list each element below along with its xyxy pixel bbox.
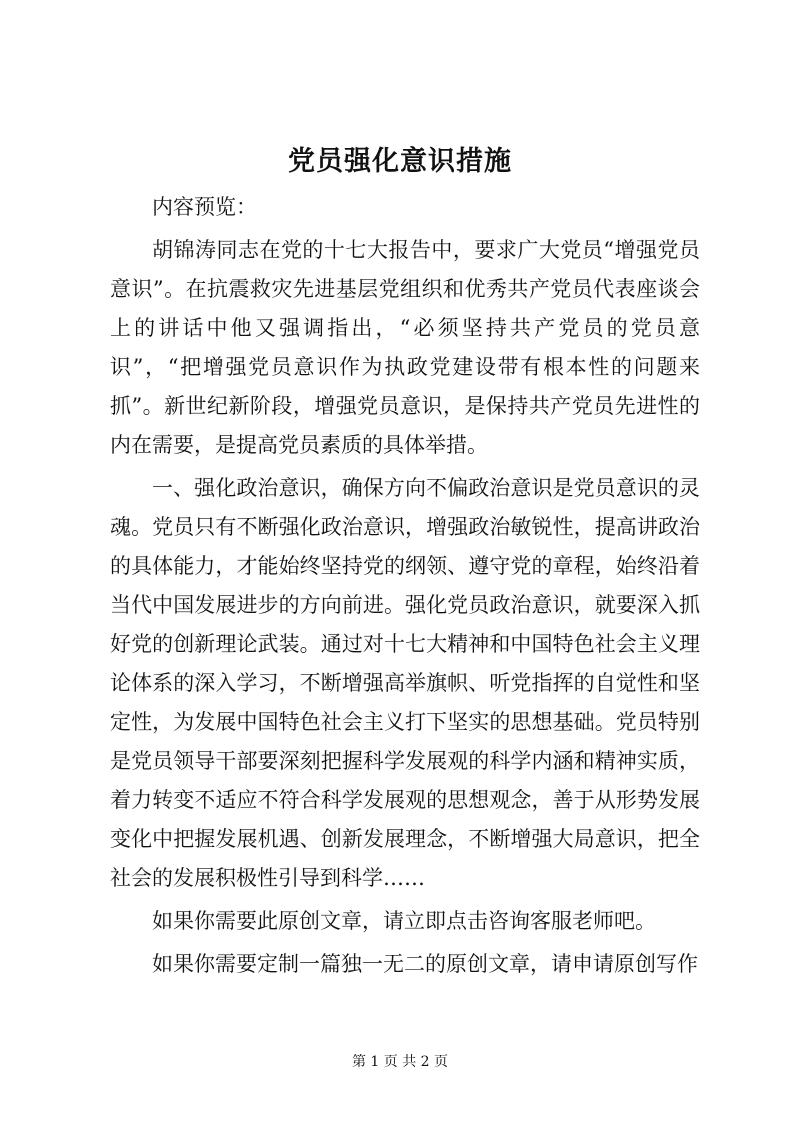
document-body <box>110 188 700 988</box>
paragraph-preview-label: 内容预览： <box>152 195 257 219</box>
paragraph-intro: 胡锦涛同志在党的十七大报告中，要求广大党员“增强党员意识”。在抗震救灾先进基层党组织和优秀共产党员代表座谈会上的讲话中他又强调指出，“必须坚持共产党员的党员意识”，“把增强党员意识作为执政党建设带有根本性的问题来抓”。新世纪新阶段，增强党员意识，是保持共产党员先进性的内在需要，是提高党员素质的具体举措。 <box>110 238 700 457</box>
page-number-footer: 第 1 页 共 2 页 <box>351 1054 449 1070</box>
paragraph-political-awareness: 一、强化政治意识，确保方向不偏政治意识是党员意识的灵魂。党员只有不断强化政治意识，增强政治敏锐性，提高讲政治的具体能力，才能始终坚持党的纲领、遵守党的章程，始终沿着当代中国发展进步的方向前进。强化党员政治意识，就要深入抓好党的创新理论武装。通过对十七大精神和中国特色社会主义理论体系的深入学习，不断增强高举旗帜、听党指挥的自觉性和坚定性，为发展中国特色社会主义打下坚实的思想基础。党员特别是党员领导干部要深刻把握科学发展观的科学内涵和精神实质，着力转变不适应不符合科学发展观的思想观念，善于从形势发展变化中把握发展机遇、创新发展理念，不断增强大局意识，把全社会的发展积极性引导到科学…… <box>110 476 700 890</box>
paragraph-custom-writing-prompt: 如果你需要定制一篇独一无二的原创文章，请申请原创写作 <box>152 952 698 976</box>
document-title: 党员强化意识措施 <box>288 146 512 177</box>
paragraph-consult-prompt: 如果你需要此原创文章，请立即点击咨询客服老师吧。 <box>152 909 656 933</box>
